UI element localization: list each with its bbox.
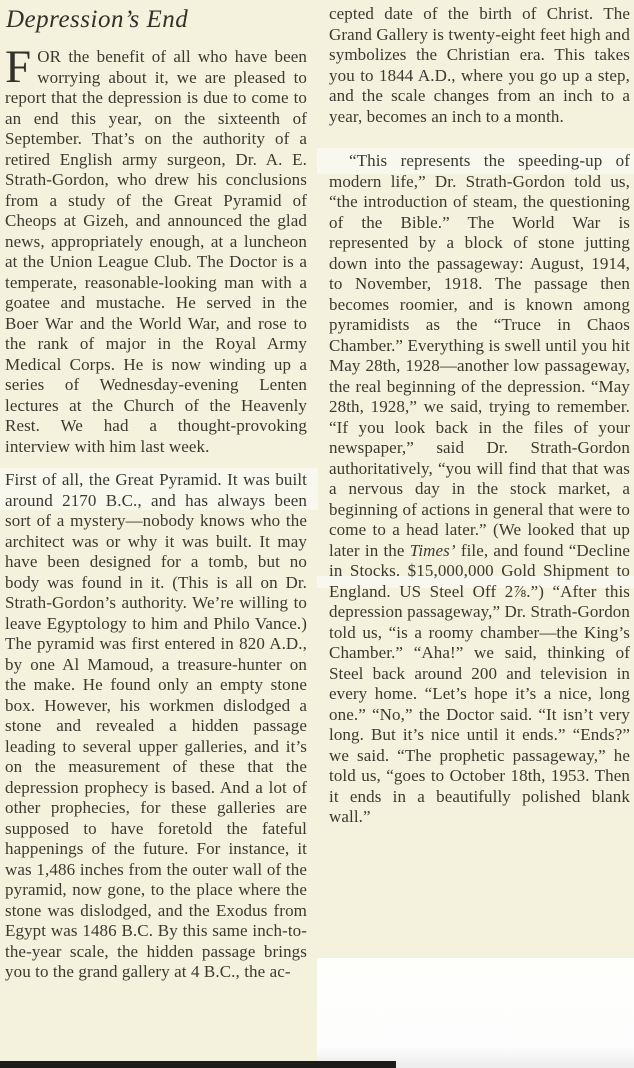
article-title: Depression’s End — [6, 6, 189, 33]
scan-edge-bar — [0, 1061, 396, 1068]
text-run: “This represents the speeding-up of modern life,” Dr. Strath-Gordon told us, “the introduction of steam, the questioning of the Bible.” The World War is represented by a block of stone jutting down into the passageway: August, 1914, to November, 1918. The passage then becomes roomier, and is known among pyramidists as the “Truce in Chaos Chamber.” Everything is swell until you hit May 28th, 1928—another low passageway, the real beginning of the depression. “May 28th, 1928,” we said, trying to remember. “If you look back in the files of your newspaper,” said Dr. Strath-Gordon authoritatively, “you will find that that was a nervous day in the stock market, a beginning of actions in general that were to come to a head later.” (We looked that up later in the — [329, 151, 630, 560]
paragraph-pyramid — [5, 470, 307, 983]
text-run: Times’ — [409, 540, 456, 560]
paragraph-pyramid-continued — [329, 4, 630, 127]
text-run: OR the benefit of all who have been worrying about it, we are pleased to report that the depression is due to come to an end this year, on the sixteenth of September. That’s on the authority of a retired English army surgeon, Dr. A. E. Strath-Gordon, who drew his conclusions from a study of the Great Pyramid of Cheops at Gizeh, and announced the glad news, appropriately enough, at a luncheon at the Union League Club. The Doctor is a temperate, reasonable-looking man with a goatee and mustache. He served in the Boer War and the World War, and rose to the rank of major in the Royal Army Medical Corps. He is now winding up a series of Wednesday-evening Lenten lectures at the Church of the Heavenly Rest. We had a thought-provoking interview with him last week. — [5, 47, 307, 456]
text-run: file, and found “Decline in Stocks. $15,000,000 Gold Shipment to England. US Steel Off 2⅞.”) “After this depression passageway,” Dr. Strath-Gordon told us, “is a roomy chamber—the King’s Chamber.” “Aha!” we said, thinking of Steel back around 200 and television in every home. “Let’s hope it’s a nice, long one.” “No,” the Doctor said. “It isn’t very long. But it’s nice until it ends.” “Ends?” we said. “The prophetic passageway,” he told us, “goes to October 18th, 1953. Then it ends in a beautifully polished blank wall.” — [329, 540, 630, 826]
text-run: First of all, the Great Pyramid. It was built around 2170 B.C., and has always been sort of a mystery—nobody knows who the architect was or why it was built. It may have been designed for a tomb, but no body was found in it. (This is all on Dr. Strath-Gordon’s authority. We’re willing to leave Egyptology to him and Philo Vance.) The pyramid was first entered in 820 A.D., by one Al Mamoud, a treasure-hunter on the make. He found only an empty stone box. However, his workmen dislodged a stone and revealed a hidden passage leading to several upper galleries, and it’s on the measurement of these that the depression prophecy is based. And a lot of other prophecies, for these galleries are supposed to have foretold the fateful happenings of the future. For instance, it was 1,486 inches from the outer wall of the pyramid, now gone, to the place where the stone was dislodged, and the Exodus from Egypt was 1486 B.C. By this same inch-to-the-year scale, the hidden passage brings you to the grand gallery at 4 B.C., the ac- — [5, 470, 307, 981]
paragraph-intro-text — [5, 41, 307, 456]
right-column — [329, 4, 630, 1062]
left-column — [5, 4, 307, 1062]
paragraph-interview — [329, 151, 630, 828]
paragraph-intro — [5, 41, 307, 457]
drop-cap: F — [5, 41, 32, 93]
text-run: cepted date of the birth of Christ. The Grand Gallery is twenty-eight feet high and symbolizes the Christian era. This takes you to 1844 A.D., where you go up a step, and the scale changes from an inch to a year, becomes an inch to a month. — [329, 4, 630, 126]
